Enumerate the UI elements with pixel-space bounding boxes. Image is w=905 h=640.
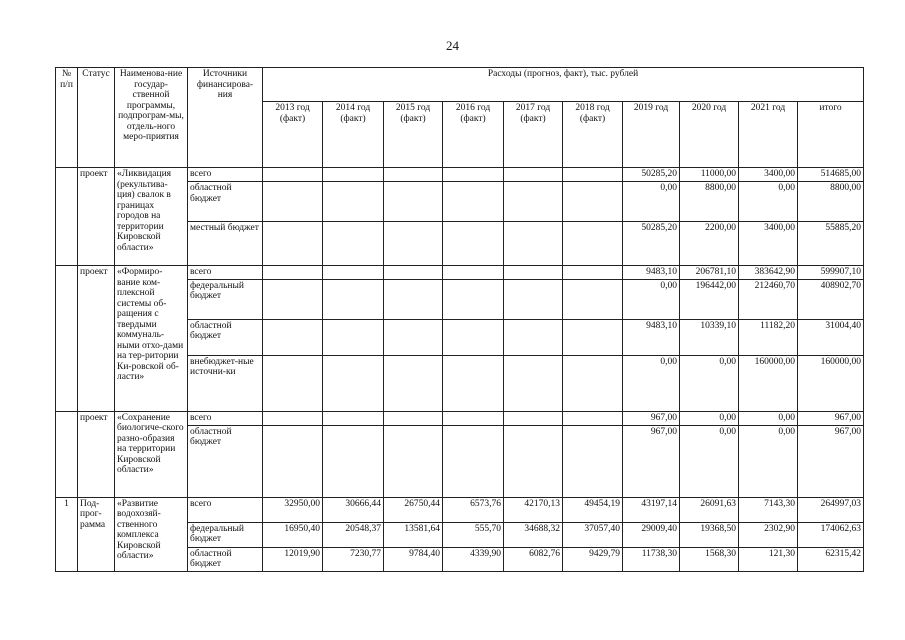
value-cell: 11000,00 <box>680 168 739 182</box>
row-name-cell: «Развитие водохозяй-ственного комплекса Кировской области» <box>115 497 188 571</box>
value-cell <box>384 222 443 266</box>
value-cell: 9483,10 <box>623 319 680 355</box>
header-year-2015: 2015 год (факт) <box>384 102 443 168</box>
header-year-2014: 2014 год (факт) <box>323 102 384 168</box>
value-cell <box>443 355 504 411</box>
value-cell <box>384 168 443 182</box>
value-cell: 9483,10 <box>623 266 680 280</box>
header-name: Наименова-ние государ-ственной программы, подпрограм-мы, отдель-ного меро-приятия <box>115 68 188 168</box>
table-body <box>56 168 864 572</box>
value-cell <box>323 168 384 182</box>
row-name-cell: «Ликвидация (рекультива-ция) свалок в границах городов на территории Кировской области» <box>115 168 188 266</box>
row-source-cell: областной бюджет <box>188 425 263 497</box>
value-cell <box>323 222 384 266</box>
value-cell <box>384 319 443 355</box>
value-cell <box>504 319 563 355</box>
value-cell <box>443 411 504 425</box>
value-cell <box>443 182 504 222</box>
header-year-2016: 2016 год (факт) <box>443 102 504 168</box>
value-cell <box>263 279 323 319</box>
value-cell: 50285,20 <box>623 222 680 266</box>
value-cell: 62315,42 <box>798 547 864 571</box>
table-row <box>56 411 864 425</box>
row-status-cell: Под-прог-рамма <box>78 497 115 571</box>
value-cell <box>384 266 443 280</box>
row-name-cell: «Формиро-вание ком-плексной системы об-ращения с твердыми коммуналь-ными отхо-дами на тер-ритории Ки-ровской об-ласти» <box>115 266 188 412</box>
value-cell: 383642,90 <box>739 266 798 280</box>
value-cell: 2200,00 <box>680 222 739 266</box>
budget-table <box>55 67 864 572</box>
value-cell <box>443 425 504 497</box>
value-cell: 11738,30 <box>623 547 680 571</box>
value-cell: 0,00 <box>680 425 739 497</box>
value-cell: 3400,00 <box>739 222 798 266</box>
value-cell <box>323 182 384 222</box>
row-name-cell: «Сохранение биологиче-ского разно-образия на территории Кировской области» <box>115 411 188 497</box>
value-cell: 12019,90 <box>263 547 323 571</box>
row-source-cell: местный бюджет <box>188 222 263 266</box>
value-cell <box>563 222 623 266</box>
value-cell: 174062,63 <box>798 522 864 547</box>
value-cell <box>563 182 623 222</box>
value-cell <box>504 425 563 497</box>
header-year-2017: 2017 год (факт) <box>504 102 563 168</box>
value-cell <box>384 425 443 497</box>
value-cell: 7230,77 <box>323 547 384 571</box>
value-cell <box>563 279 623 319</box>
value-cell <box>263 168 323 182</box>
value-cell: 49454,19 <box>563 497 623 522</box>
value-cell: 2302,90 <box>739 522 798 547</box>
header-year-2018: 2018 год (факт) <box>563 102 623 168</box>
value-cell: 4339,90 <box>443 547 504 571</box>
value-cell <box>563 355 623 411</box>
value-cell: 13581,64 <box>384 522 443 547</box>
row-source-cell: всего <box>188 266 263 280</box>
value-cell <box>504 266 563 280</box>
value-cell <box>263 182 323 222</box>
value-cell <box>504 279 563 319</box>
row-status-cell: проект <box>78 266 115 412</box>
table-row <box>56 168 864 182</box>
row-num-cell: 1 <box>56 497 78 571</box>
table-row <box>56 497 864 522</box>
value-cell: 26091,63 <box>680 497 739 522</box>
value-cell: 1568,30 <box>680 547 739 571</box>
value-cell <box>443 266 504 280</box>
row-status-cell: проект <box>78 411 115 497</box>
header-status: Статус <box>78 68 115 168</box>
value-cell <box>563 319 623 355</box>
value-cell: 26750,44 <box>384 497 443 522</box>
header-num: № п/п <box>56 68 78 168</box>
value-cell <box>443 279 504 319</box>
value-cell: 212460,70 <box>739 279 798 319</box>
value-cell <box>323 319 384 355</box>
value-cell: 19368,50 <box>680 522 739 547</box>
value-cell <box>563 168 623 182</box>
value-cell <box>504 411 563 425</box>
value-cell: 0,00 <box>739 182 798 222</box>
row-source-cell: федеральный бюджет <box>188 522 263 547</box>
row-source-cell: внебюджет-ные источни-ки <box>188 355 263 411</box>
value-cell: 37057,40 <box>563 522 623 547</box>
value-cell: 9429,79 <box>563 547 623 571</box>
value-cell <box>263 222 323 266</box>
value-cell: 0,00 <box>739 425 798 497</box>
value-cell <box>563 266 623 280</box>
value-cell: 514685,00 <box>798 168 864 182</box>
value-cell: 967,00 <box>623 411 680 425</box>
value-cell: 9784,40 <box>384 547 443 571</box>
value-cell: 31004,40 <box>798 319 864 355</box>
value-cell: 555,70 <box>443 522 504 547</box>
value-cell: 55885,20 <box>798 222 864 266</box>
value-cell: 160000,00 <box>798 355 864 411</box>
header-total: итого <box>798 102 864 168</box>
value-cell: 11182,20 <box>739 319 798 355</box>
header-year-2020: 2020 год <box>680 102 739 168</box>
value-cell: 16950,40 <box>263 522 323 547</box>
value-cell: 8800,00 <box>798 182 864 222</box>
value-cell: 160000,00 <box>739 355 798 411</box>
row-source-cell: областной бюджет <box>188 319 263 355</box>
value-cell <box>384 355 443 411</box>
header-year-2019: 2019 год <box>623 102 680 168</box>
value-cell <box>504 182 563 222</box>
row-source-cell: федеральный бюджет <box>188 279 263 319</box>
value-cell <box>443 319 504 355</box>
value-cell <box>323 266 384 280</box>
value-cell: 967,00 <box>623 425 680 497</box>
value-cell: 0,00 <box>623 355 680 411</box>
value-cell <box>504 355 563 411</box>
value-cell: 599907,10 <box>798 266 864 280</box>
value-cell <box>323 279 384 319</box>
value-cell: 10339,10 <box>680 319 739 355</box>
value-cell: 20548,37 <box>323 522 384 547</box>
value-cell <box>384 411 443 425</box>
row-num-cell <box>56 266 78 412</box>
value-cell: 967,00 <box>798 425 864 497</box>
value-cell: 6082,76 <box>504 547 563 571</box>
value-cell: 50285,20 <box>623 168 680 182</box>
value-cell <box>323 425 384 497</box>
value-cell <box>263 411 323 425</box>
header-expenses: Расходы (прогноз, факт), тыс. рублей <box>263 68 864 102</box>
value-cell: 42170,13 <box>504 497 563 522</box>
value-cell <box>443 168 504 182</box>
value-cell <box>384 279 443 319</box>
value-cell <box>504 222 563 266</box>
row-source-cell: всего <box>188 168 263 182</box>
value-cell: 7143,30 <box>739 497 798 522</box>
value-cell: 0,00 <box>680 355 739 411</box>
header-year-2013: 2013 год (факт) <box>263 102 323 168</box>
value-cell: 34688,32 <box>504 522 563 547</box>
row-num-cell <box>56 411 78 497</box>
header-year-2021: 2021 год <box>739 102 798 168</box>
table-header <box>56 68 864 168</box>
value-cell <box>263 355 323 411</box>
row-source-cell: всего <box>188 411 263 425</box>
header-source: Источники финансирова-ния <box>188 68 263 168</box>
value-cell <box>263 425 323 497</box>
value-cell: 0,00 <box>680 411 739 425</box>
page-number: 24 <box>446 38 459 53</box>
value-cell: 408902,70 <box>798 279 864 319</box>
value-cell: 6573,76 <box>443 497 504 522</box>
row-source-cell: всего <box>188 497 263 522</box>
value-cell <box>263 266 323 280</box>
value-cell <box>384 182 443 222</box>
value-cell: 196442,00 <box>680 279 739 319</box>
value-cell: 32950,00 <box>263 497 323 522</box>
value-cell <box>563 425 623 497</box>
value-cell: 0,00 <box>623 279 680 319</box>
value-cell: 3400,00 <box>739 168 798 182</box>
row-num-cell <box>56 168 78 266</box>
value-cell <box>563 411 623 425</box>
value-cell: 967,00 <box>798 411 864 425</box>
value-cell: 0,00 <box>623 182 680 222</box>
value-cell: 29009,40 <box>623 522 680 547</box>
row-status-cell: проект <box>78 168 115 266</box>
value-cell: 0,00 <box>739 411 798 425</box>
value-cell: 206781,10 <box>680 266 739 280</box>
row-source-cell: областной бюджет <box>188 182 263 222</box>
value-cell: 8800,00 <box>680 182 739 222</box>
value-cell: 264997,03 <box>798 497 864 522</box>
value-cell <box>443 222 504 266</box>
value-cell <box>323 355 384 411</box>
value-cell: 30666,44 <box>323 497 384 522</box>
value-cell <box>323 411 384 425</box>
value-cell: 121,30 <box>739 547 798 571</box>
value-cell <box>263 319 323 355</box>
value-cell: 43197,14 <box>623 497 680 522</box>
table-row <box>56 266 864 280</box>
value-cell <box>504 168 563 182</box>
row-source-cell: областной бюджет <box>188 547 263 571</box>
